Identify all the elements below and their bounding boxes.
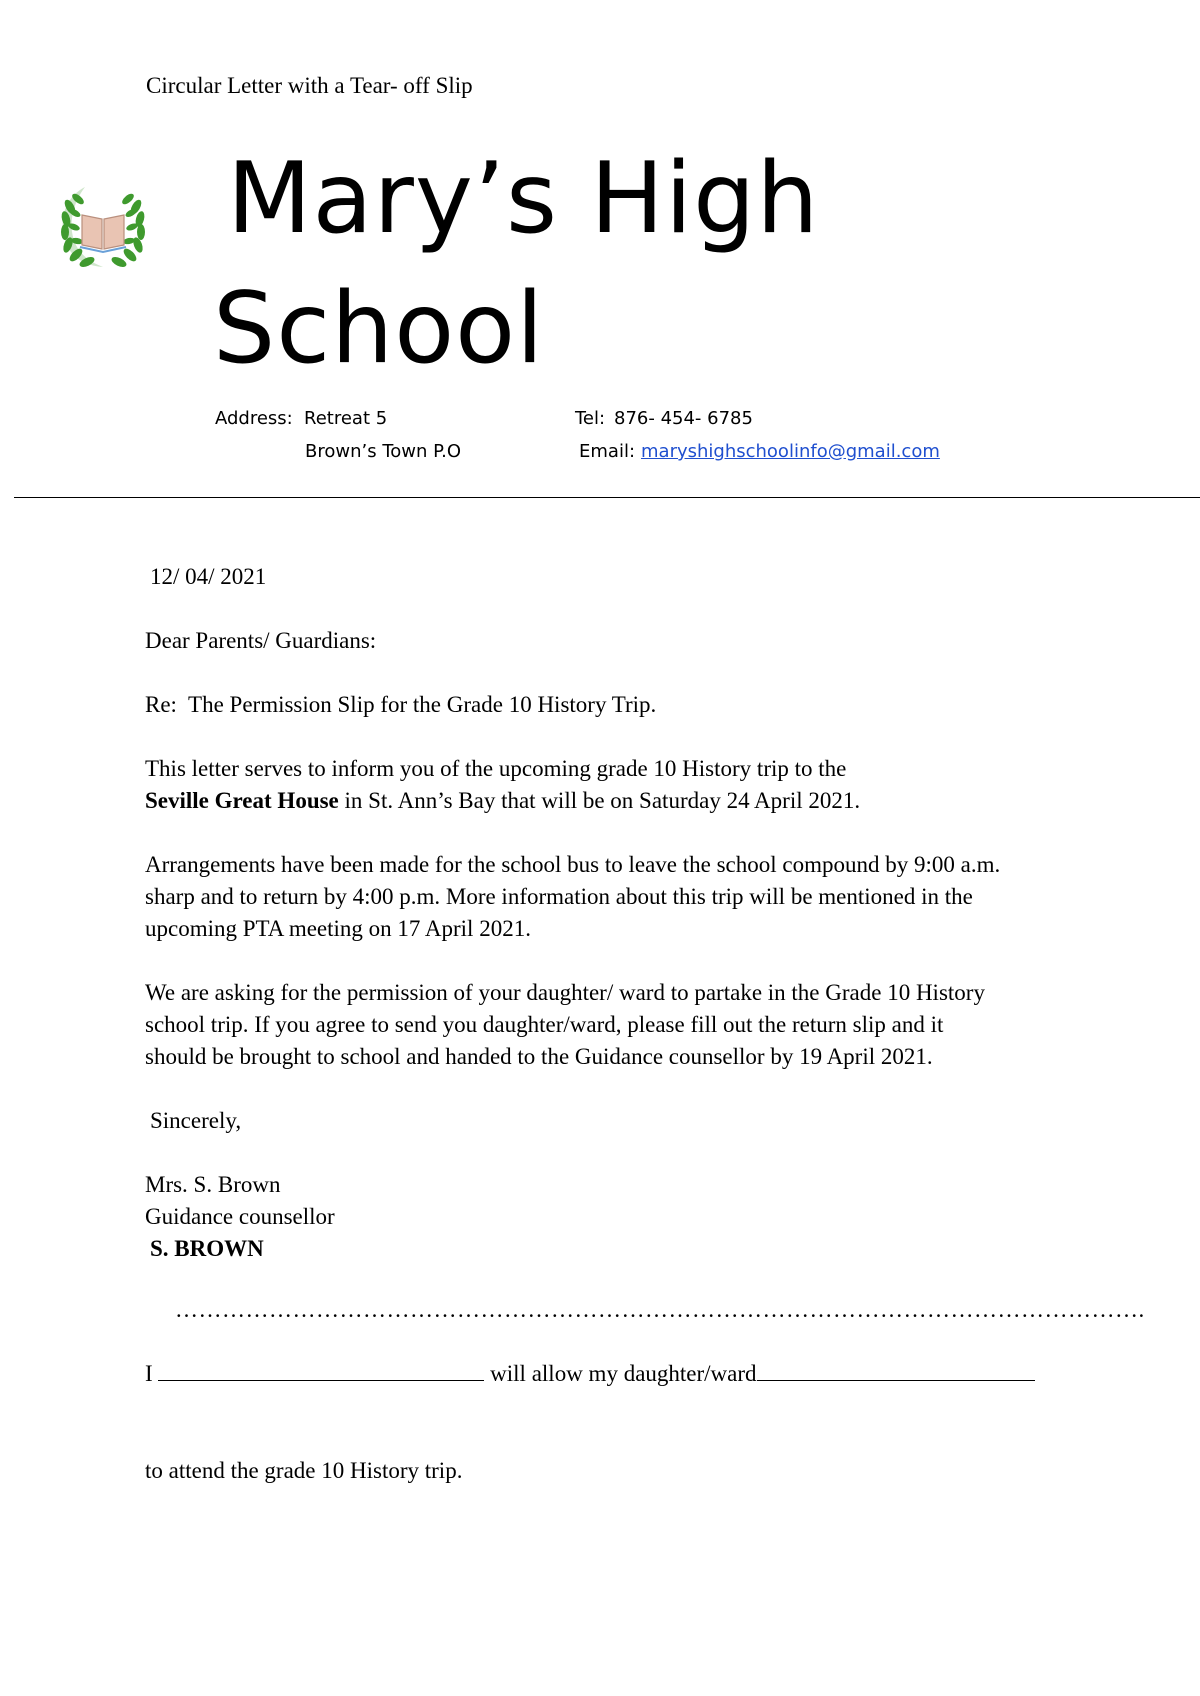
paragraph-1-line-2-rest: in St. Ann’s Bay that will be on Saturday 24 April 2021. <box>338 788 861 813</box>
paragraph-3-line-2: school trip. If you agree to send you daughter/ward, please fill out the return slip and it <box>145 1012 944 1037</box>
venue-name: Seville Great House <box>145 788 339 813</box>
paragraph-3 <box>145 977 985 1073</box>
signer-title: Guidance counsellor <box>145 1204 335 1229</box>
paragraph-1-line-1: This letter serves to inform you of the upcoming grade 10 History trip to the <box>145 756 847 781</box>
paragraph-1 <box>145 753 860 817</box>
signer-name: Mrs. S. Brown <box>145 1172 281 1197</box>
paragraph-1-line-2 <box>145 785 860 817</box>
slip-final-line: to attend the grade 10 History trip. <box>145 1458 463 1483</box>
address-line-2: Brown’s Town P.O <box>305 441 462 462</box>
paragraph-3-line-3: should be brought to school and handed to the Guidance counsellor by 19 April 2021. <box>145 1044 933 1069</box>
subject-line: Re: The Permission Slip for the Grade 10 History Trip. <box>145 692 657 717</box>
paragraph-2-line-2: sharp and to return by 4:00 p.m. More information about this trip will be mentioned in the <box>145 884 973 909</box>
school-name-line-1: Mary’s High <box>227 142 820 256</box>
address-line-1: Retreat 5 <box>304 408 388 429</box>
closing: Sincerely, <box>150 1108 242 1133</box>
email-link[interactable]: maryshighschoolinfo@gmail.com <box>641 441 940 462</box>
slip-prefix: I <box>145 1361 153 1386</box>
email-label: Email: <box>579 441 636 462</box>
slip-middle-text: will allow my daughter/ward <box>490 1361 757 1386</box>
document-label: Circular Letter with a Tear- off Slip <box>146 73 473 98</box>
student-name-blank[interactable] <box>757 1358 1035 1381</box>
paragraph-2 <box>145 849 1000 945</box>
signature: S. BROWN <box>150 1236 264 1261</box>
open-book-laurel-wreath-icon <box>30 157 176 287</box>
school-name-line-2: School <box>213 272 545 386</box>
tear-off-slip-line <box>145 1358 1035 1390</box>
salutation: Dear Parents/ Guardians: <box>145 628 377 653</box>
school-logo <box>30 157 176 287</box>
tear-off-separator: ……………………………………………………………………………………………………………. <box>175 1297 1145 1322</box>
paragraph-2-line-3: upcoming PTA meeting on 17 April 2021. <box>145 916 531 941</box>
paragraph-3-line-1: We are asking for the permission of your daughter/ ward to partake in the Grade 10 History <box>145 980 985 1005</box>
tel-label: Tel: <box>575 408 606 429</box>
tel-value: 876- 454- 6785 <box>614 408 753 429</box>
letter-date: 12/ 04/ 2021 <box>150 564 267 589</box>
parent-name-blank[interactable] <box>158 1358 484 1381</box>
header-divider <box>14 497 1200 498</box>
address-label: Address: <box>215 408 293 429</box>
paragraph-2-line-1: Arrangements have been made for the school bus to leave the school compound by 9:00 a.m. <box>145 852 1001 877</box>
